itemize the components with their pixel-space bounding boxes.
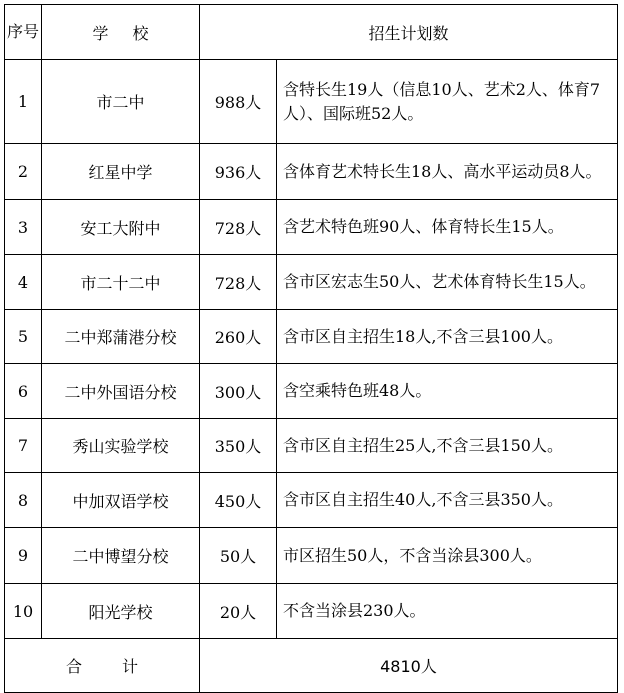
table-row [5,255,618,310]
plan-note: 含体育艺术特长生18人、高水平运动员8人。 [277,144,618,200]
row-index: 2 [5,144,42,200]
school-name: 安工大附中 [42,200,200,255]
plan-count: 936人 [200,144,277,200]
plan-note: 含市区自主招生18人,不含三县100人。 [277,310,618,364]
plan-count: 988人 [200,60,277,144]
plan-note: 含空乘特色班48人。 [277,364,618,419]
plan-note: 含市区宏志生50人、艺术体育特长生15人。 [277,255,618,310]
plan-count: 450人 [200,473,277,528]
plan-note: 含艺术特色班90人、体育特长生15人。 [277,200,618,255]
plan-count: 20人 [200,584,277,639]
row-index: 7 [5,419,42,473]
plan-count: 728人 [200,255,277,310]
table-row [5,310,618,364]
row-index: 8 [5,473,42,528]
table-row [5,144,618,200]
total-label: 合计 [5,639,200,693]
row-index: 9 [5,528,42,584]
table-row [5,60,618,144]
school-name: 二中外国语分校 [42,364,200,419]
table-row [5,473,618,528]
row-index: 6 [5,364,42,419]
plan-note: 不含当涂县230人。 [277,584,618,639]
table-row [5,200,618,255]
row-index: 10 [5,584,42,639]
school-name: 秀山实验学校 [42,419,200,473]
row-index: 4 [5,255,42,310]
plan-note: 市区招生50人，不含当涂县300人。 [277,528,618,584]
school-name: 二中郑蒲港分校 [42,310,200,364]
total-value: 4810人 [200,639,618,693]
school-name: 市二十二中 [42,255,200,310]
row-index: 1 [5,60,42,144]
plan-count: 260人 [200,310,277,364]
plan-note: 含特长生19人（信息10人、艺术2人、体育7人）、国际班52人。 [277,60,618,144]
school-name: 二中博望分校 [42,528,200,584]
total-row [5,639,618,693]
plan-count: 350人 [200,419,277,473]
table-header-row [5,5,618,60]
row-index: 3 [5,200,42,255]
plan-count: 300人 [200,364,277,419]
plan-note: 含市区自主招生25人,不含三县150人。 [277,419,618,473]
school-name: 阳光学校 [42,584,200,639]
header-index: 序号 [5,5,42,60]
school-name: 市二中 [42,60,200,144]
plan-count: 50人 [200,528,277,584]
school-name: 中加双语学校 [42,473,200,528]
school-name: 红星中学 [42,144,200,200]
table-row [5,584,618,639]
header-school: 学校 [42,5,200,60]
row-index: 5 [5,310,42,364]
table-row [5,419,618,473]
header-plan: 招生计划数 [200,5,618,60]
table-row [5,364,618,419]
plan-count: 728人 [200,200,277,255]
plan-note: 含市区自主招生40人,不含三县350人。 [277,473,618,528]
enrollment-plan-table [4,4,618,693]
table-row [5,528,618,584]
